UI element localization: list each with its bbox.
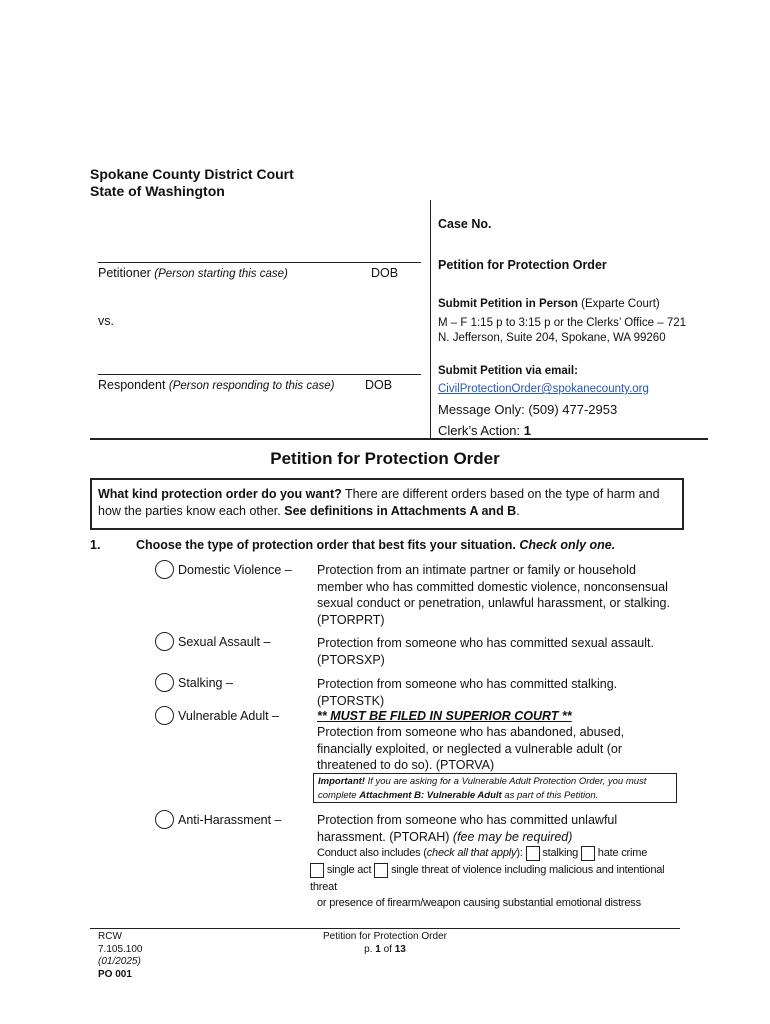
email-label: Submit Petition via email: — [438, 365, 578, 377]
vulnerable-adult-desc: Protection from someone who has abandoned, abused, financially exploited, or neglected a vulnerable adult (or threatened to do so). (PTORVA) — [317, 725, 625, 772]
superior-court-warning: ** MUST BE FILED IN SUPERIOR COURT ** — [317, 709, 572, 723]
vulnerable-adult-radio[interactable] — [155, 706, 174, 725]
single-act-checkbox[interactable] — [310, 863, 324, 878]
conduct-line-2: single act single threat of violence including malicious and intentional threat — [310, 864, 665, 893]
doc-title-caption: Petition for Protection Order — [438, 258, 607, 272]
versus-text: vs. — [98, 314, 114, 328]
conduct-line-3: or presence of firearm/weapon causing substantial emotional distress — [317, 897, 641, 909]
stalking-label: Stalking – — [178, 676, 233, 690]
stalking-desc: Protection from someone who has committed stalking. (PTORSTK) — [317, 677, 618, 708]
clerk-action: Clerk’s Action: 1 — [438, 423, 531, 438]
sexual-assault-radio[interactable] — [155, 632, 174, 651]
sexual-assault-desc: Protection from someone who has committed sexual assault. (PTORSXP) — [317, 636, 654, 667]
case-number-label[interactable]: Case No. — [438, 217, 492, 231]
domestic-violence-label: Domestic Violence – — [178, 563, 292, 577]
caption-divider — [430, 200, 431, 438]
respondent-dob: DOB — [365, 378, 393, 392]
stalking-radio[interactable] — [155, 673, 174, 692]
petitioner-dob: DOB — [371, 266, 399, 280]
vulnerable-adult-label: Vulnerable Adult – — [178, 709, 280, 723]
anti-harassment-radio[interactable] — [155, 810, 174, 829]
anti-harassment-label: Anti-Harassment – — [178, 813, 282, 827]
footer-rule — [90, 928, 680, 929]
court-header — [90, 166, 294, 200]
domestic-violence-desc: Protection from an intimate partner or family or household member who has committed domestic violence, nonconsensual sexual conduct or penetration, unlawful harassment, or stalking. (PTORPRT) — [317, 563, 670, 627]
petitioner-label: Petitioner (Person starting this case) DOB — [98, 266, 399, 280]
respondent-label: Respondent (Person responding to this case) DOB — [98, 378, 393, 392]
important-note: Important! If you are asking for a Vulnerable Adult Protection Order, you must complete Attachment B: Vulnerable Adult as part of this Petition. — [313, 773, 677, 803]
court-name: Spokane County District Court — [90, 166, 294, 182]
page-title: Petition for Protection Order — [270, 449, 500, 468]
submit-in-person: Submit Petition in Person (Exparte Court) — [438, 298, 660, 310]
stalking-checkbox[interactable] — [526, 846, 540, 861]
footer-center: Petition for Protection Order p. 1 of 13 — [323, 931, 447, 955]
single-threat-checkbox[interactable] — [374, 863, 388, 878]
caption-bottom-rule — [90, 438, 708, 440]
hate-crime-checkbox[interactable] — [581, 846, 595, 861]
court-state: State of Washington — [90, 183, 225, 199]
respondent-line[interactable] — [98, 374, 421, 375]
intro-box: What kind protection order do you want? There are different orders based on the type of harm and how the parties know each other. See definitions in Attachments A and B. — [90, 478, 684, 530]
sexual-assault-label: Sexual Assault – — [178, 635, 271, 649]
email-link[interactable]: CivilProtectionOrder@spokanecounty.org — [438, 383, 649, 395]
office-hours: M – F 1:15 p to 3:15 p or the Clerks’ Office – 721 N. Jefferson, Suite 204, Spokane, WA 99260 — [438, 317, 687, 344]
question-1: 1. Choose the type of protection order that best fits your situation. Check only one. — [90, 538, 616, 552]
anti-harassment-desc: Protection from someone who has committed unlawful harassment. (PTORAH) (fee may be required) — [317, 813, 618, 844]
message-phone: Message Only: (509) 477-2953 — [438, 402, 618, 417]
petitioner-line[interactable] — [98, 262, 421, 263]
conduct-line-1: Conduct also includes (check all that apply): stalking hate crime — [317, 847, 648, 859]
footer-left: RCW 7.105.100 (01/2025) PO 001 — [98, 931, 143, 980]
domestic-violence-radio[interactable] — [155, 560, 174, 579]
